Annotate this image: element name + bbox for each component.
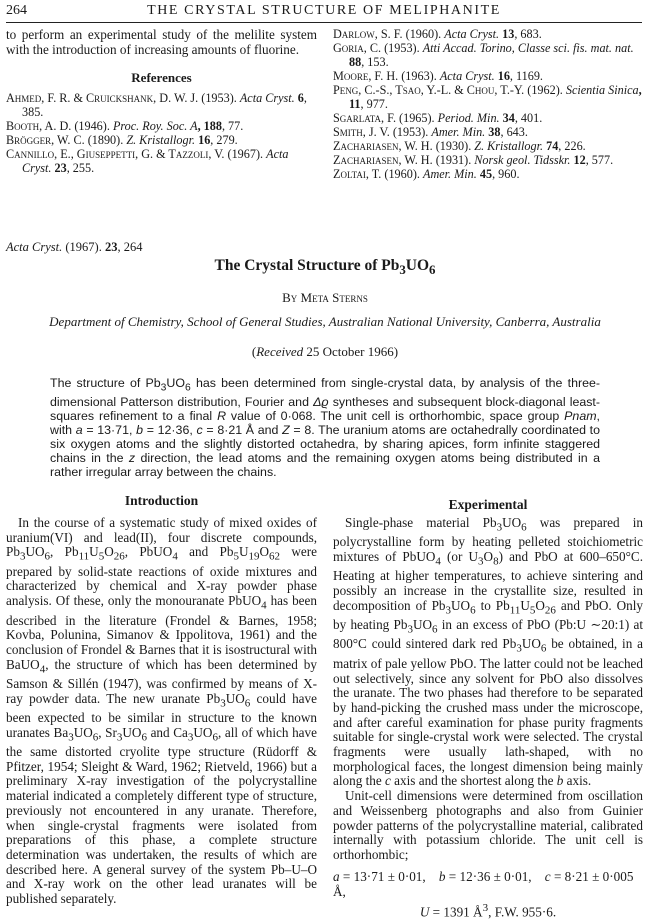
reference-authors: Zoltai, T. xyxy=(333,167,382,181)
reference-entry xyxy=(333,167,643,181)
article-citation xyxy=(6,240,142,255)
reference-entry xyxy=(333,83,643,111)
reference-pages: , 226. xyxy=(558,139,586,153)
reference-entry xyxy=(333,41,643,69)
reference-authors: Smith, J. V. xyxy=(333,125,390,139)
received-line: (Received 25 October 1966) xyxy=(251,344,399,359)
reference-journal: Acta Cryst. xyxy=(444,27,500,41)
prev-article-left-column xyxy=(6,27,317,175)
unit-cell-equation-line-1: a = 13·71 ± 0·01, b = 12·36 ± 0·01, c = 8·21 ± 0·005 Å, xyxy=(333,868,634,899)
introduction-column xyxy=(6,516,317,907)
reference-pages: , 385. xyxy=(22,91,307,119)
reference-authors: Sgarlata, F. xyxy=(333,111,396,125)
references-heading: References xyxy=(131,70,192,85)
reference-volume: 13 xyxy=(499,27,515,41)
citation-page: , 264 xyxy=(117,240,143,254)
unit-cell-equation-line-2: U = 1391 $Å^3$, F.W. 955·6. xyxy=(419,901,557,919)
reference-entry xyxy=(333,111,643,125)
experimental-heading: Experimental xyxy=(448,497,528,512)
author-name: Meta Sterns xyxy=(300,290,368,305)
article-affiliation: Department of Chemistry, School of General Studies, Australian National University, Canberra, Australia xyxy=(49,314,601,329)
reference-pages: , 577. xyxy=(585,153,614,167)
running-title: THE CRYSTAL STRUCTURE OF MELIPHANITE xyxy=(147,3,501,18)
reference-volume: 16 xyxy=(195,133,211,147)
reference-year: (1953). xyxy=(389,125,432,139)
reference-volume: 45 xyxy=(476,167,493,181)
reference-year: (1890). xyxy=(84,133,127,147)
reference-pages: , 643. xyxy=(500,125,528,139)
reference-pages: , 960. xyxy=(492,167,520,181)
reference-entry xyxy=(333,69,643,83)
reference-journal: Norsk geol. Tidsskr. xyxy=(474,153,571,167)
reference-volume: 88 xyxy=(349,55,362,69)
reference-year: (1953). xyxy=(198,91,240,105)
references-list-right xyxy=(333,27,643,181)
reference-volume: 12 xyxy=(570,153,586,167)
reference-year: (1946). xyxy=(71,119,113,133)
reference-journal: Amer. Min. xyxy=(431,125,486,139)
reference-volume: 34 xyxy=(499,111,515,125)
reference-journal: Amer. Min. xyxy=(423,167,477,181)
prev-article-tail: to perform an experimental study of the melilite system with the introduction of increasing amounts of fluorine. xyxy=(6,27,317,57)
citation-year: (1967). xyxy=(62,240,105,254)
reference-journal: Scientia Sinica xyxy=(565,83,639,97)
reference-authors: Darlow, S. F. xyxy=(333,27,403,41)
reference-entry xyxy=(6,91,317,119)
reference-pages: , 153. xyxy=(361,55,389,69)
reference-journal: Proc. Roy. Soc. A xyxy=(112,119,198,133)
reference-year: (1960). xyxy=(381,167,423,181)
reference-journal: Z. Kristallogr. xyxy=(474,139,544,153)
references-list-left xyxy=(6,91,317,175)
reference-year: (1962). xyxy=(524,83,566,97)
citation-journal: Acta Cryst. xyxy=(6,240,63,254)
reference-journal: Acta Cryst. xyxy=(439,69,495,83)
experimental-paragraph-2: Unit-cell dimensions were determined from oscillation and Weissenberg photographs and also from Guinier powder patterns of the polycrystalline material, calibrated internally with potassium chloride. The unit cell is orthorhombic; xyxy=(333,788,643,862)
reference-authors: Cannillo, E., Giuseppetti, G. & Tazzoli, V. xyxy=(6,147,225,161)
received-word: Received xyxy=(256,344,304,359)
reference-journal: Acta Cryst. xyxy=(22,147,289,175)
reference-authors: Zachariasen, W. H. xyxy=(333,153,433,167)
reference-authors: Peng, C.-S., Tsao, Y.-L. & Chou, T.-Y. xyxy=(333,83,525,97)
reference-volume: 23 xyxy=(51,161,67,175)
reference-volume: , 188 xyxy=(197,119,222,133)
prev-article-right-column xyxy=(333,27,643,181)
experimental-column xyxy=(333,516,643,919)
reference-authors: Booth, A. D. xyxy=(6,119,72,133)
reference-entry xyxy=(6,147,317,175)
reference-year: (1931). xyxy=(432,153,475,167)
reference-entry xyxy=(333,125,643,139)
reference-pages: , 77. xyxy=(221,119,244,133)
reference-year: (1953). xyxy=(381,41,423,55)
reference-entry xyxy=(333,139,643,153)
reference-entry xyxy=(6,119,317,133)
article-abstract: The structure of $Pb_3UO_6$ has been determined from single-crystal data, by analysis of the three-dimensional Patterson distribution, Fourier and Δϱ syntheses and subsequent block-diagonal least-squares refinement to a final R value of 0·068. The unit cell is orthorhombic, space group Pnam, with a = 13·71, b = 12·36, c = 8·21 Å and Z = 8. The uranium atoms are octahedrally coordinated to six oxygen atoms and the slightly distorted octahedra, by sharing apices, form infinite staggered chains in the z direction, the lead atoms and the remaining oxygen atoms being distributed in a rather irregular array between the chains. xyxy=(50,376,601,480)
reference-pages: , 683. xyxy=(514,27,542,41)
reference-pages: , 279. xyxy=(210,133,238,147)
reference-entry xyxy=(6,133,317,147)
article-title: The Crystal Structure of $Pb_3UO_6$ xyxy=(214,257,436,278)
reference-volume: 74 xyxy=(543,139,559,153)
running-header xyxy=(6,3,642,21)
article-author xyxy=(0,290,650,306)
reference-volume: 6 xyxy=(294,91,304,105)
reference-entry xyxy=(333,27,643,41)
reference-year: (1965). xyxy=(396,111,438,125)
reference-pages: , 401. xyxy=(514,111,543,125)
experimental-paragraph-1: Single-phase material $Pb_3UO_6$ was prepared in polycrystalline form by heating pelleted stoichiometric mixtures of PbUO$_4$ (or $U_3O_8$) and PbO at 600–650°C. Heating at higher temperatures, to achieve sintering and possibly an increase in the crystallite size, resulted in decomposition of $Pb_3UO_6$ to $Pb_{11}U_5O_{26}$ and PbO. Only by heating $Pb_3UO_6$ in an excess of PbO (Pb:U ∼20:1) at 800°C could sintered dark red $Pb_3UO_6$ be obtained, in a matrix of pale yellow PbO. The latter could not be leached out selectively, since any solvent for PbO also dissolves the uranate. The two phases had therefore to be separated by hand-picking the crushed mass under the microscope, and after careful examination for phase purity fragments suitable for single-crystal work were selected. The crystal fragments were usually lath-shaped, with no morphological faces, the longest dimension being mainly along the c axis and the shortest along the b axis. xyxy=(333,515,644,789)
reference-year: (1930). xyxy=(432,139,475,153)
reference-volume: 38 xyxy=(485,125,501,139)
reference-pages: , 1169. xyxy=(509,69,543,83)
author-by: By xyxy=(282,290,301,305)
citation-volume: 23 xyxy=(104,240,118,254)
reference-authors: Zachariasen, W. H. xyxy=(333,139,433,153)
reference-year: (1963). xyxy=(398,69,440,83)
reference-authors: Goria, C. xyxy=(333,41,382,55)
reference-authors: Moore, F. H. xyxy=(333,69,399,83)
header-rule xyxy=(6,22,642,23)
reference-entry xyxy=(333,153,643,167)
reference-volume: , 11 xyxy=(349,83,642,111)
reference-authors: Ahmed, F. R. & Cruickshank, D. W. J. xyxy=(6,91,199,105)
reference-pages: , 255. xyxy=(66,161,95,175)
reference-authors: Brögger, W. C. xyxy=(6,133,85,147)
reference-journal: Atti Accad. Torino, Classe sci. fis. mat. nat. xyxy=(422,41,634,55)
reference-journal: Acta Cryst. xyxy=(239,91,295,105)
reference-volume: 16 xyxy=(494,69,510,83)
reference-year: (1967). xyxy=(224,147,267,161)
page-number: 264 xyxy=(6,3,27,18)
reference-year: (1960). xyxy=(402,27,445,41)
reference-pages: , 977. xyxy=(360,97,388,111)
reference-journal: Z. Kristallogr. xyxy=(126,133,196,147)
introduction-text: In the course of a systematic study of mixed oxides of uranium(VI) and lead(II), four discrete compounds, $Pb_3UO_6$, $Pb_{11}U_5O_{26}$, PbUO$_4$ and $Pb_5U_{19}O_{62}$ were prepared by solid-state reactions of oxide mixtures and characterized by chemical and X-ray powder phase analysis. Of these, only the monouranate PbUO$_4$ has been described in the literature (Frondel & Barnes, 1958; Kovba, Polunina, Simanov & Ippolitova, 1961) and the conclusion of Frondel & Barnes that it is isostructural with BaUO$_4$, the structure of which has been determined by Samson & Sillén (1947), was confirmed by means of X-ray powder data. The new uranate $Pb_3UO_6$ could have been expected to be similar in structure to the known uranates $Ba_3UO_6$, $Sr_3UO_6$ and $Ca_3UO_6$, all of which have the same distorted cryolite type structure (Rüdorff & Pfitzer, 1954; Sleight & Ward, 1962; Rietveld, 1966) but a preliminary X-ray investigation of the polycrystalline material indicated a completely different type of structure, previously not encountered in any uranate. Therefore, when single-crystal fragments were isolated from preparations of this phase, a complete structure determination was undertaken, the results of which are described here. A general survey of the system Pb–U–O and X-ray work on the other lead uranates will be published separately. xyxy=(6,515,317,907)
received-date: 25 October 1966 xyxy=(303,344,394,359)
reference-journal: Period. Min. xyxy=(437,111,500,125)
introduction-heading: Introduction xyxy=(124,493,199,508)
